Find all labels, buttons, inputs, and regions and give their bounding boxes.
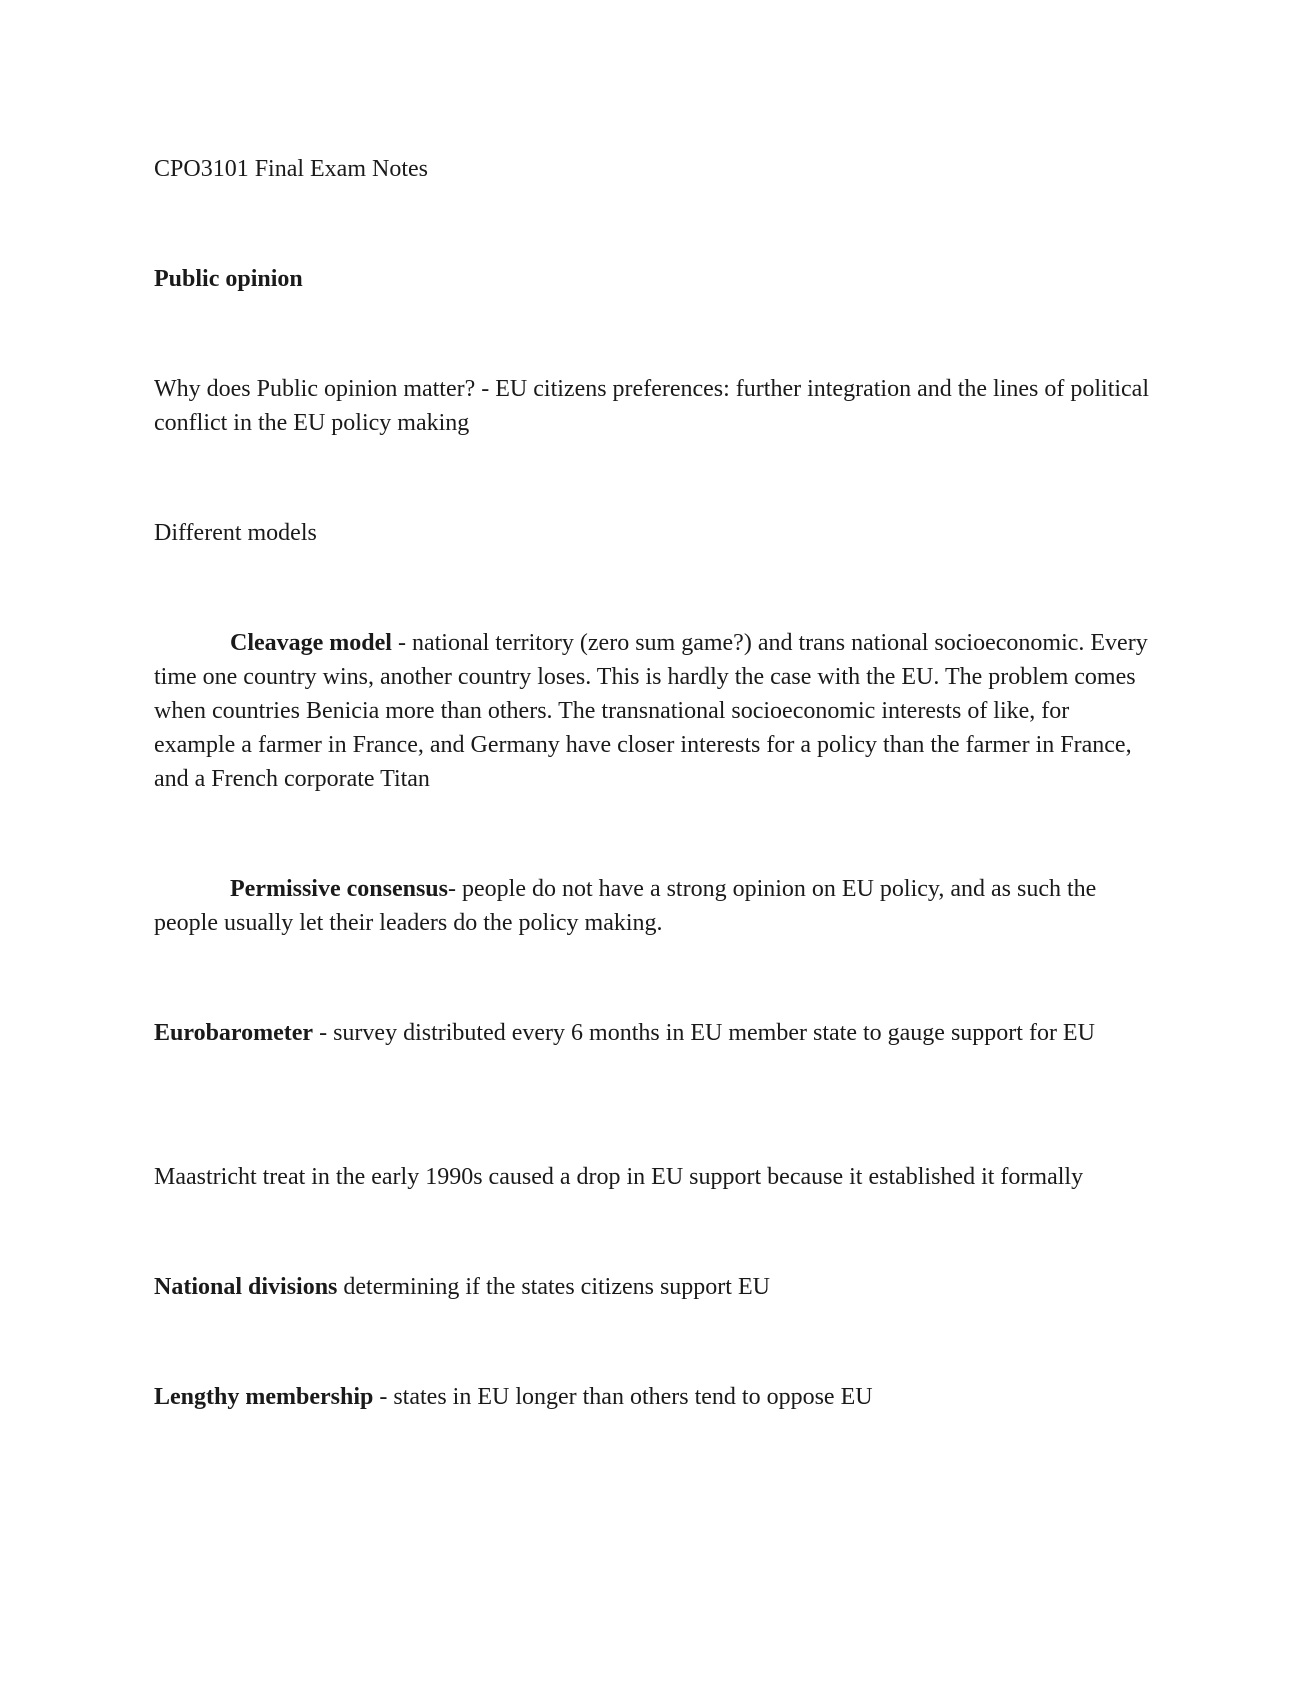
term-cleavage-model: Cleavage model — [230, 630, 392, 656]
document-title: CPO3101 Final Exam Notes — [154, 156, 428, 182]
paragraph-national-divisions — [154, 1270, 1154, 1304]
paragraph-lengthy-membership — [154, 1380, 1154, 1414]
term-lengthy-membership: Lengthy membership — [154, 1384, 374, 1410]
term-permissive-consensus: Permissive consensus — [230, 876, 448, 902]
paragraph-different-models: Different models — [154, 520, 317, 546]
definition-permissive-consensus: - people do not have a strong opinion on EU policy, and as such the people usually let their leaders do the policy making. — [154, 876, 1097, 936]
section-heading-text: Public opinion — [154, 266, 303, 292]
definition-national-divisions: determining if the states citizens support EU — [337, 1274, 770, 1300]
section-heading — [154, 262, 1154, 296]
paragraph-permissive-consensus — [154, 872, 1154, 940]
definition-eurobarometer: - survey distributed every 6 months in EU member state to gauge support for EU — [313, 1020, 1095, 1046]
paragraph-why-matters: Why does Public opinion matter? - EU citizens preferences: further integration and the lines of political conflict in the EU policy making — [154, 376, 1150, 436]
paragraph-eurobarometer — [154, 1016, 1154, 1050]
definition-lengthy-membership: - states in EU longer than others tend to oppose EU — [373, 1384, 873, 1410]
paragraph-maastricht: Maastricht treat in the early 1990s caused a drop in EU support because it established it formally — [154, 1164, 1084, 1190]
term-eurobarometer: Eurobarometer — [154, 1020, 314, 1046]
definition-cleavage-model: - national territory (zero sum game?) and trans national socioeconomic. Every time one country wins, another country loses. This is hardly the case with the EU. The problem comes when countries Benicia more than others. The transnational socioeconomic interests of like, for example a farmer in France, and Germany have closer interests for a policy than the farmer in France, and a French corporate Titan — [154, 630, 1148, 792]
term-national-divisions: National divisions — [154, 1274, 338, 1300]
paragraph-cleavage-model — [154, 626, 1154, 796]
